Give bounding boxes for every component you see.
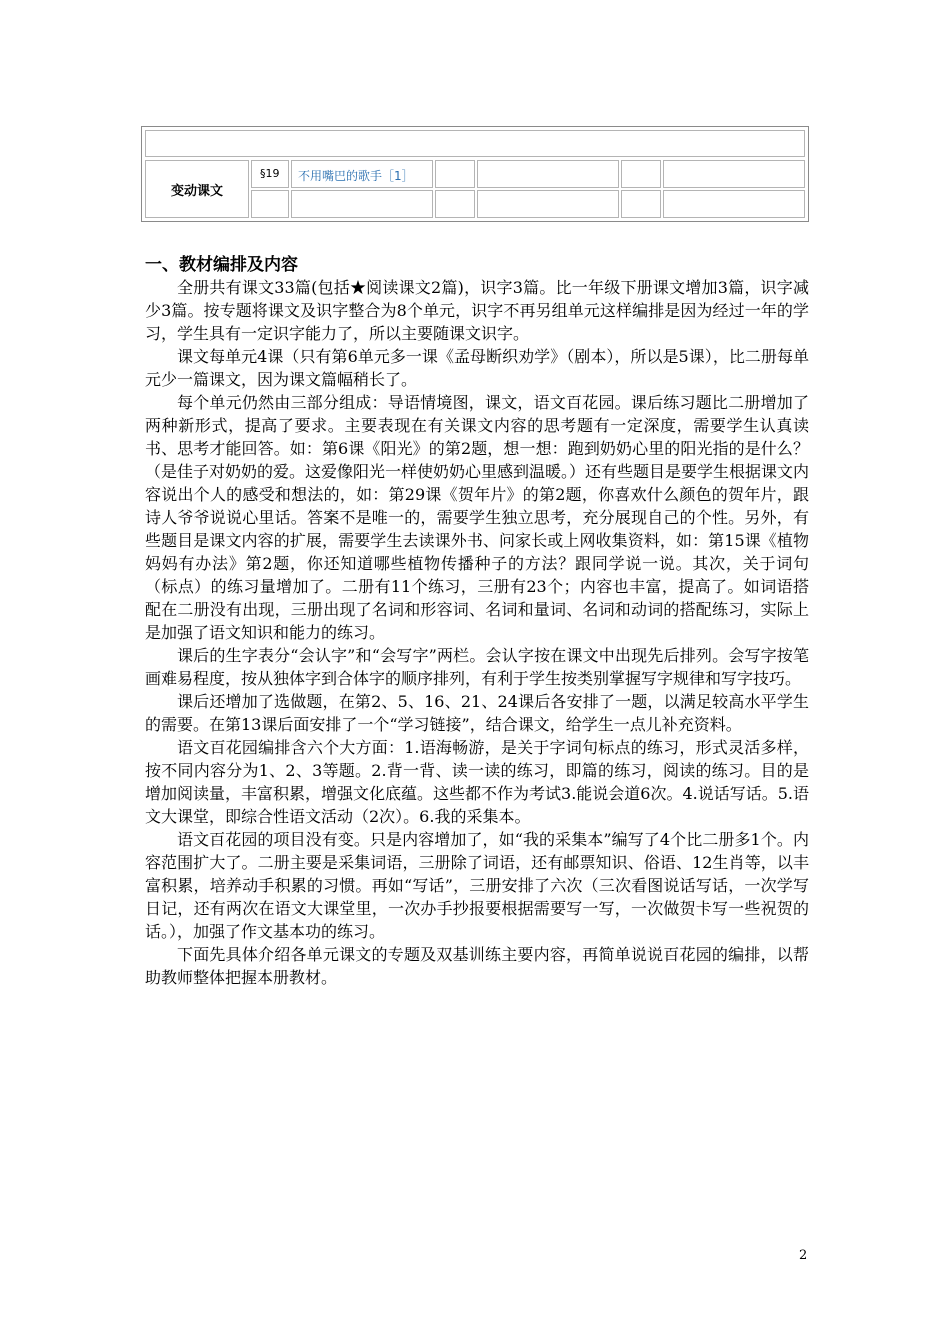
paragraph: 全册共有课文33篇(包括★阅读课文2篇)，识字3篇。比一年级下册课文增加3篇，识字减少3篇。按专题将课文及识字整合为8个单元，识字不再另组单元这样编排是因为经过一年的学习，学生具有一定识字能力了，所以主要随课文识字。 <box>145 278 809 343</box>
paragraph: 课后的生字表分“会认字”和“会写字”两栏。会认字按在课文中出现先后排列。会写字按笔画难易程度，按从独体字到合体字的顺序排列，有利于学生按类别掌握写字规律和写字技巧。 <box>145 646 809 688</box>
lesson-change-table <box>141 126 809 222</box>
lesson-number-cell: §19 <box>251 160 289 188</box>
paragraph: 语文百花园的项目没有变。只是内容增加了，如“我的采集本”编写了4个比二册多1个。内容范围扩大了。二册主要是采集词语，三册除了词语，还有邮票知识、俗语、12生肖等，以丰富积累，培养动手积累的习惯。再如“写话”，三册安排了六次（三次看图说话写话，一次学写日记，还有两次在语文大课堂里，一次办手抄报要根据需要写一写，一次做贺卡写一些祝贺的话。），加强了作文基本功的练习。 <box>145 830 809 941</box>
table-cell <box>621 190 661 218</box>
section-heading: 一、教材编排及内容 <box>145 255 298 275</box>
table-cell <box>477 190 619 218</box>
table-cell <box>663 160 805 188</box>
table-cell <box>251 190 289 218</box>
section-body <box>145 254 809 989</box>
paragraph: 每个单元仍然由三部分组成：导语情境图，课文，语文百花园。课后练习题比二册增加了两种新形式，提高了要求。主要表现在有关课文内容的思考题有一定深度，需要学生认真读书、思考才能回答。如：第6课《阳光》的第2题，想一想：跑到奶奶心里的阳光指的是什么？（是佳子对奶奶的爱。这爱像阳光一样使奶奶心里感到温暖。）还有些题目是要学生根据课文内容说出个人的感受和想法的，如：第29课《贺年片》的第2题，你喜欢什么颜色的贺年片，跟诗人爷爷说说心里话。答案不是唯一的，需要学生独立思考，充分展现自己的个性。另外，有些题目是课文内容的扩展，需要学生去读课外书、问家长或上网收集资料，如：第15课《植物妈妈有办法》第2题，你还知道哪些植物传播种子的方法？跟同学说一说。其次，关于词句（标点）的练习量增加了。二册有11个练习，三册有23个；内容也丰富，提高了。如词语搭配在二册没有出现，三册出现了名词和形容词、名词和量词、名词和动词的搭配练习，实际上是加强了语文知识和能力的练习。 <box>145 393 810 642</box>
table-cell <box>621 160 661 188</box>
page-number: 2 <box>799 1248 808 1263</box>
table-row-label: 变动课文 <box>145 160 249 218</box>
table-cell <box>663 190 805 218</box>
table-cell <box>435 190 475 218</box>
paragraph: 课文每单元4课（只有第6单元多一课《孟母断织劝学》（剧本），所以是5课），比二册每单元少一篇课文，因为课文篇幅稍长了。 <box>145 347 809 389</box>
paragraph: 下面先具体介绍各单元课文的专题及双基训练主要内容，再简单说说百花园的编排，以帮助教师整体把握本册教材。 <box>145 945 809 987</box>
paragraph: 语文百花园编排含六个大方面：1.语海畅游，是关于字词句标点的练习，形式灵活多样，按不同内容分为1、2、3等题。2.背一背、读一读的练习，即篇的练习，阅读的练习。目的是增加阅读量，丰富积累，增强文化底蕴。这些都不作为考试3.能说会道6次。4.说话写话。5.语文大课堂，即综合性语文活动（2次）。6.我的采集本。 <box>145 738 809 826</box>
paragraph: 课后还增加了选做题，在第2、5、16、21、24课后各安排了一题，以满足较高水平学生的需要。在第13课后面安排了一个“学习链接”，结合课文，给学生一点儿补充资料。 <box>145 692 809 734</box>
table-header-row <box>145 130 805 157</box>
lesson-title-link[interactable]: 不用嘴巴的歌手［1］ <box>291 160 433 188</box>
table-cell <box>291 190 433 218</box>
table-cell <box>477 160 619 188</box>
table-cell <box>435 160 475 188</box>
